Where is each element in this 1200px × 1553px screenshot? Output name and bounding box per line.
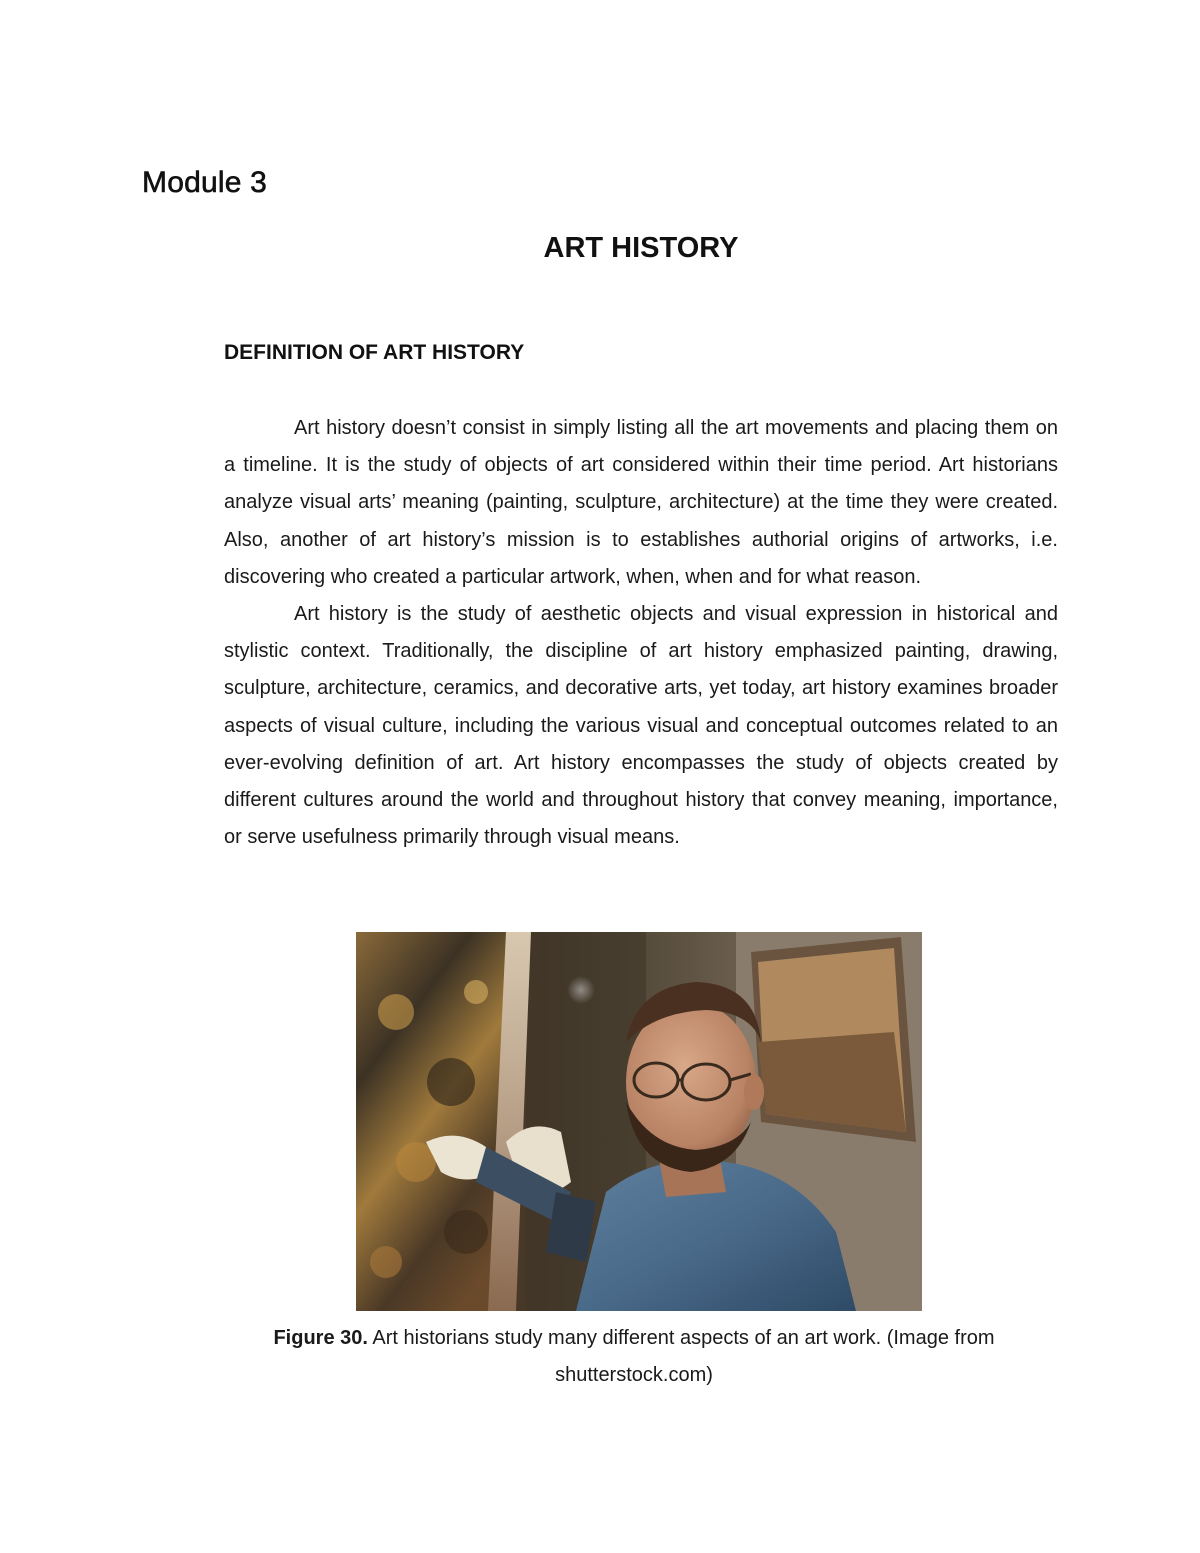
paragraph-1: Art history doesn’t consist in simply listing all the art movements and placing them on a timeline. It is the study of objects of art considered within their time period. Art historians analyze visual arts’ meaning (painting, sculpture, architecture) at the time they were created. Also, another of art history’s mission is to establishes authorial origins of artworks, i.e. discovering who created a particular artwork, when, when and for what reason. [224,417,1058,588]
figure-caption [200,1320,1068,1394]
module-label: Module 3 [142,166,268,199]
body-text [224,410,1058,856]
caption-figure-number: Figure 30. [273,1327,368,1349]
figure-photo [356,932,922,1311]
section-heading: DEFINITION OF ART HISTORY [224,341,525,364]
caption-text: Art historians study many different aspects of an art work. (Image from shutterstock.com) [367,1327,995,1386]
page-title: ART HISTORY [543,232,739,264]
paragraph-2: Art history is the study of aesthetic objects and visual expression in historical and stylistic context. Traditionally, the discipline of art history emphasized painting, drawing, sculpture, architecture, ceramics, and decorative arts, yet today, art history examines broader aspects of visual culture, including the various visual and conceptual outcomes related to an ever-evolving definition of art. Art history encompasses the study of objects created by different cultures around the world and throughout history that convey meaning, importance, or serve usefulness primarily through visual means. [224,603,1058,849]
